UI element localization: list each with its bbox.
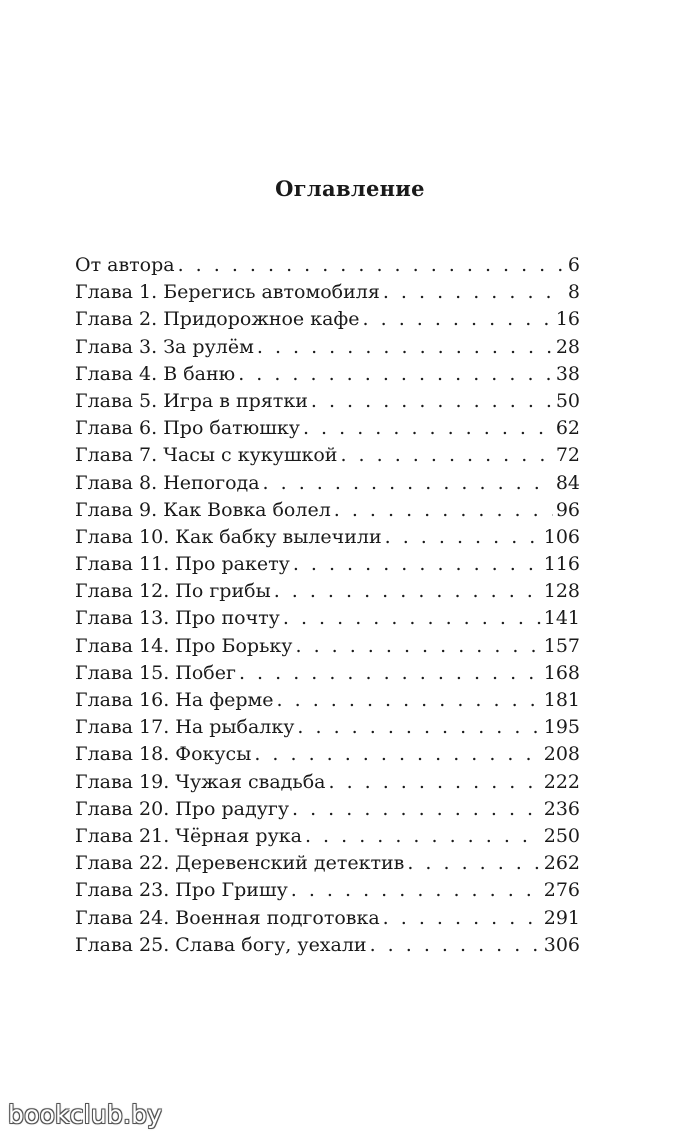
toc-entry-label: Глава 7. Часы с кукушкой xyxy=(75,444,338,467)
toc-dot-leader xyxy=(305,823,541,850)
toc-entry-label: Глава 22. Деревенский детектив xyxy=(75,852,405,875)
toc-dot-leader xyxy=(239,660,541,687)
toc-entry-page-number: 16 xyxy=(555,308,580,331)
toc-entry-page-number: 236 xyxy=(543,797,580,820)
toc-entry xyxy=(75,524,580,551)
toc-entry-page-number: 262 xyxy=(543,852,580,875)
toc-entry-page-number: 96 xyxy=(555,498,580,521)
toc-entry xyxy=(75,415,580,442)
toc-entry xyxy=(75,306,580,333)
toc-entry-page-number: 8 xyxy=(567,281,580,304)
toc-dot-leader xyxy=(311,388,553,415)
toc-dot-leader xyxy=(277,687,541,714)
toc-entry xyxy=(75,334,580,361)
toc-entry-label: Глава 1. Берегись автомобиля xyxy=(75,281,380,304)
toc-entry-label: Глава 14. Про Борьку xyxy=(75,634,293,657)
toc-entry-page-number: 250 xyxy=(543,824,580,847)
toc-entry-page-number: 195 xyxy=(543,716,580,739)
toc-entry xyxy=(75,796,580,823)
toc-entry xyxy=(75,905,580,932)
toc-dot-leader xyxy=(274,578,541,605)
toc-entry xyxy=(75,714,580,741)
toc-entry-label: Глава 6. Про батюшку xyxy=(75,417,300,440)
toc-entry-label: Глава 21. Чёрная рука xyxy=(75,824,302,847)
toc-dot-leader xyxy=(291,877,541,904)
toc-dot-leader xyxy=(238,361,553,388)
toc-entry-label: Глава 18. Фокусы xyxy=(75,743,252,766)
toc-entry-page-number: 116 xyxy=(543,553,580,576)
toc-entry-label: Глава 10. Как бабку вылечили xyxy=(75,525,382,548)
toc-entry xyxy=(75,252,580,279)
toc-entry-label: Глава 4. В баню xyxy=(75,362,236,385)
toc-dot-leader xyxy=(263,470,553,497)
toc-entry xyxy=(75,687,580,714)
toc-dot-leader xyxy=(295,633,540,660)
toc-entry xyxy=(75,633,580,660)
toc-entry-page-number: 291 xyxy=(543,906,580,929)
toc-dot-leader xyxy=(254,741,540,768)
toc-entry xyxy=(75,769,580,796)
toc-entry-page-number: 168 xyxy=(543,661,580,684)
toc-entry-label: Глава 13. Про почту xyxy=(75,607,280,630)
toc-dot-leader xyxy=(383,279,565,306)
toc-entry-label: Глава 9. Как Вовка болел xyxy=(75,498,331,521)
toc-entry-label: Глава 2. Придорожное кафе xyxy=(75,308,360,331)
toc-dot-leader xyxy=(340,442,552,469)
toc-entry-label: Глава 19. Чужая свадьба xyxy=(75,770,326,793)
toc-title: Оглавление xyxy=(275,176,425,201)
toc-dot-leader xyxy=(293,551,541,578)
toc-entry-page-number: 141 xyxy=(543,607,580,630)
toc-entry xyxy=(75,578,580,605)
toc-entry-page-number: 106 xyxy=(543,525,580,548)
toc-entry-page-number: 72 xyxy=(555,444,580,467)
toc-entry-page-number: 222 xyxy=(543,770,580,793)
toc-entry xyxy=(75,388,580,415)
toc-dot-leader xyxy=(385,524,541,551)
toc-dot-leader xyxy=(257,334,553,361)
toc-entry-label: Глава 17. На рыбалку xyxy=(75,716,295,739)
toc-entry xyxy=(75,660,580,687)
toc-entry-label: Глава 11. Про ракету xyxy=(75,553,290,576)
toc-entry xyxy=(75,877,580,904)
toc-dot-leader xyxy=(334,497,553,524)
toc-entry xyxy=(75,470,580,497)
toc-entry xyxy=(75,741,580,768)
toc-entry-label: Глава 12. По грибы xyxy=(75,580,271,603)
toc-dot-leader xyxy=(363,306,553,333)
toc-dot-leader xyxy=(407,850,540,877)
toc-entry-page-number: 84 xyxy=(555,471,580,494)
toc-dot-leader xyxy=(297,714,540,741)
toc-dot-leader xyxy=(178,252,565,279)
watermark-logo: bookclub.by xyxy=(8,1100,163,1129)
toc-entry-page-number: 306 xyxy=(543,933,580,956)
toc-entry xyxy=(75,279,580,306)
toc-entry-page-number: 50 xyxy=(555,389,580,412)
toc-entry-label: Глава 23. Про Гришу xyxy=(75,879,288,902)
toc-entry-label: Глава 3. За рулём xyxy=(75,335,254,358)
toc-entry-page-number: 6 xyxy=(567,254,580,276)
toc-entry-page-number: 181 xyxy=(543,689,580,711)
toc-dot-leader xyxy=(283,605,541,632)
toc-entry-page-number: 28 xyxy=(555,335,580,358)
toc-entry-page-number: 38 xyxy=(555,362,580,385)
toc-dot-leader xyxy=(328,769,540,796)
toc-entry xyxy=(75,605,580,632)
toc-entry-label: Глава 16. На ферме xyxy=(75,689,274,711)
toc-entry-page-number: 276 xyxy=(543,879,580,902)
toc-entry xyxy=(75,823,580,850)
toc-dot-leader xyxy=(383,905,541,932)
toc-entry-page-number: 157 xyxy=(543,634,580,657)
toc-entry xyxy=(75,497,580,524)
toc-entry-label: Глава 15. Побег xyxy=(75,661,236,684)
toc-entry xyxy=(75,361,580,388)
toc-entry xyxy=(75,932,580,959)
toc-entry-label: Глава 8. Непогода xyxy=(75,471,260,494)
toc-entry xyxy=(75,442,580,469)
toc-entry-label: Глава 20. Про радугу xyxy=(75,797,290,820)
toc-dot-leader xyxy=(303,415,553,442)
toc-list xyxy=(75,252,580,959)
toc-entry xyxy=(75,551,580,578)
toc-dot-leader xyxy=(292,796,541,823)
toc-entry-label: Глава 24. Военная подготовка xyxy=(75,906,380,929)
toc-entry-page-number: 128 xyxy=(543,580,580,603)
toc-entry-label: Глава 5. Игра в прятки xyxy=(75,389,308,412)
toc-entry-page-number: 62 xyxy=(555,417,580,440)
toc-entry-label: От автора xyxy=(75,254,175,276)
toc-entry xyxy=(75,850,580,877)
toc-entry-label: Глава 25. Слава богу, уехали xyxy=(75,933,367,956)
toc-entry-page-number: 208 xyxy=(543,743,580,766)
toc-dot-leader xyxy=(370,932,541,959)
